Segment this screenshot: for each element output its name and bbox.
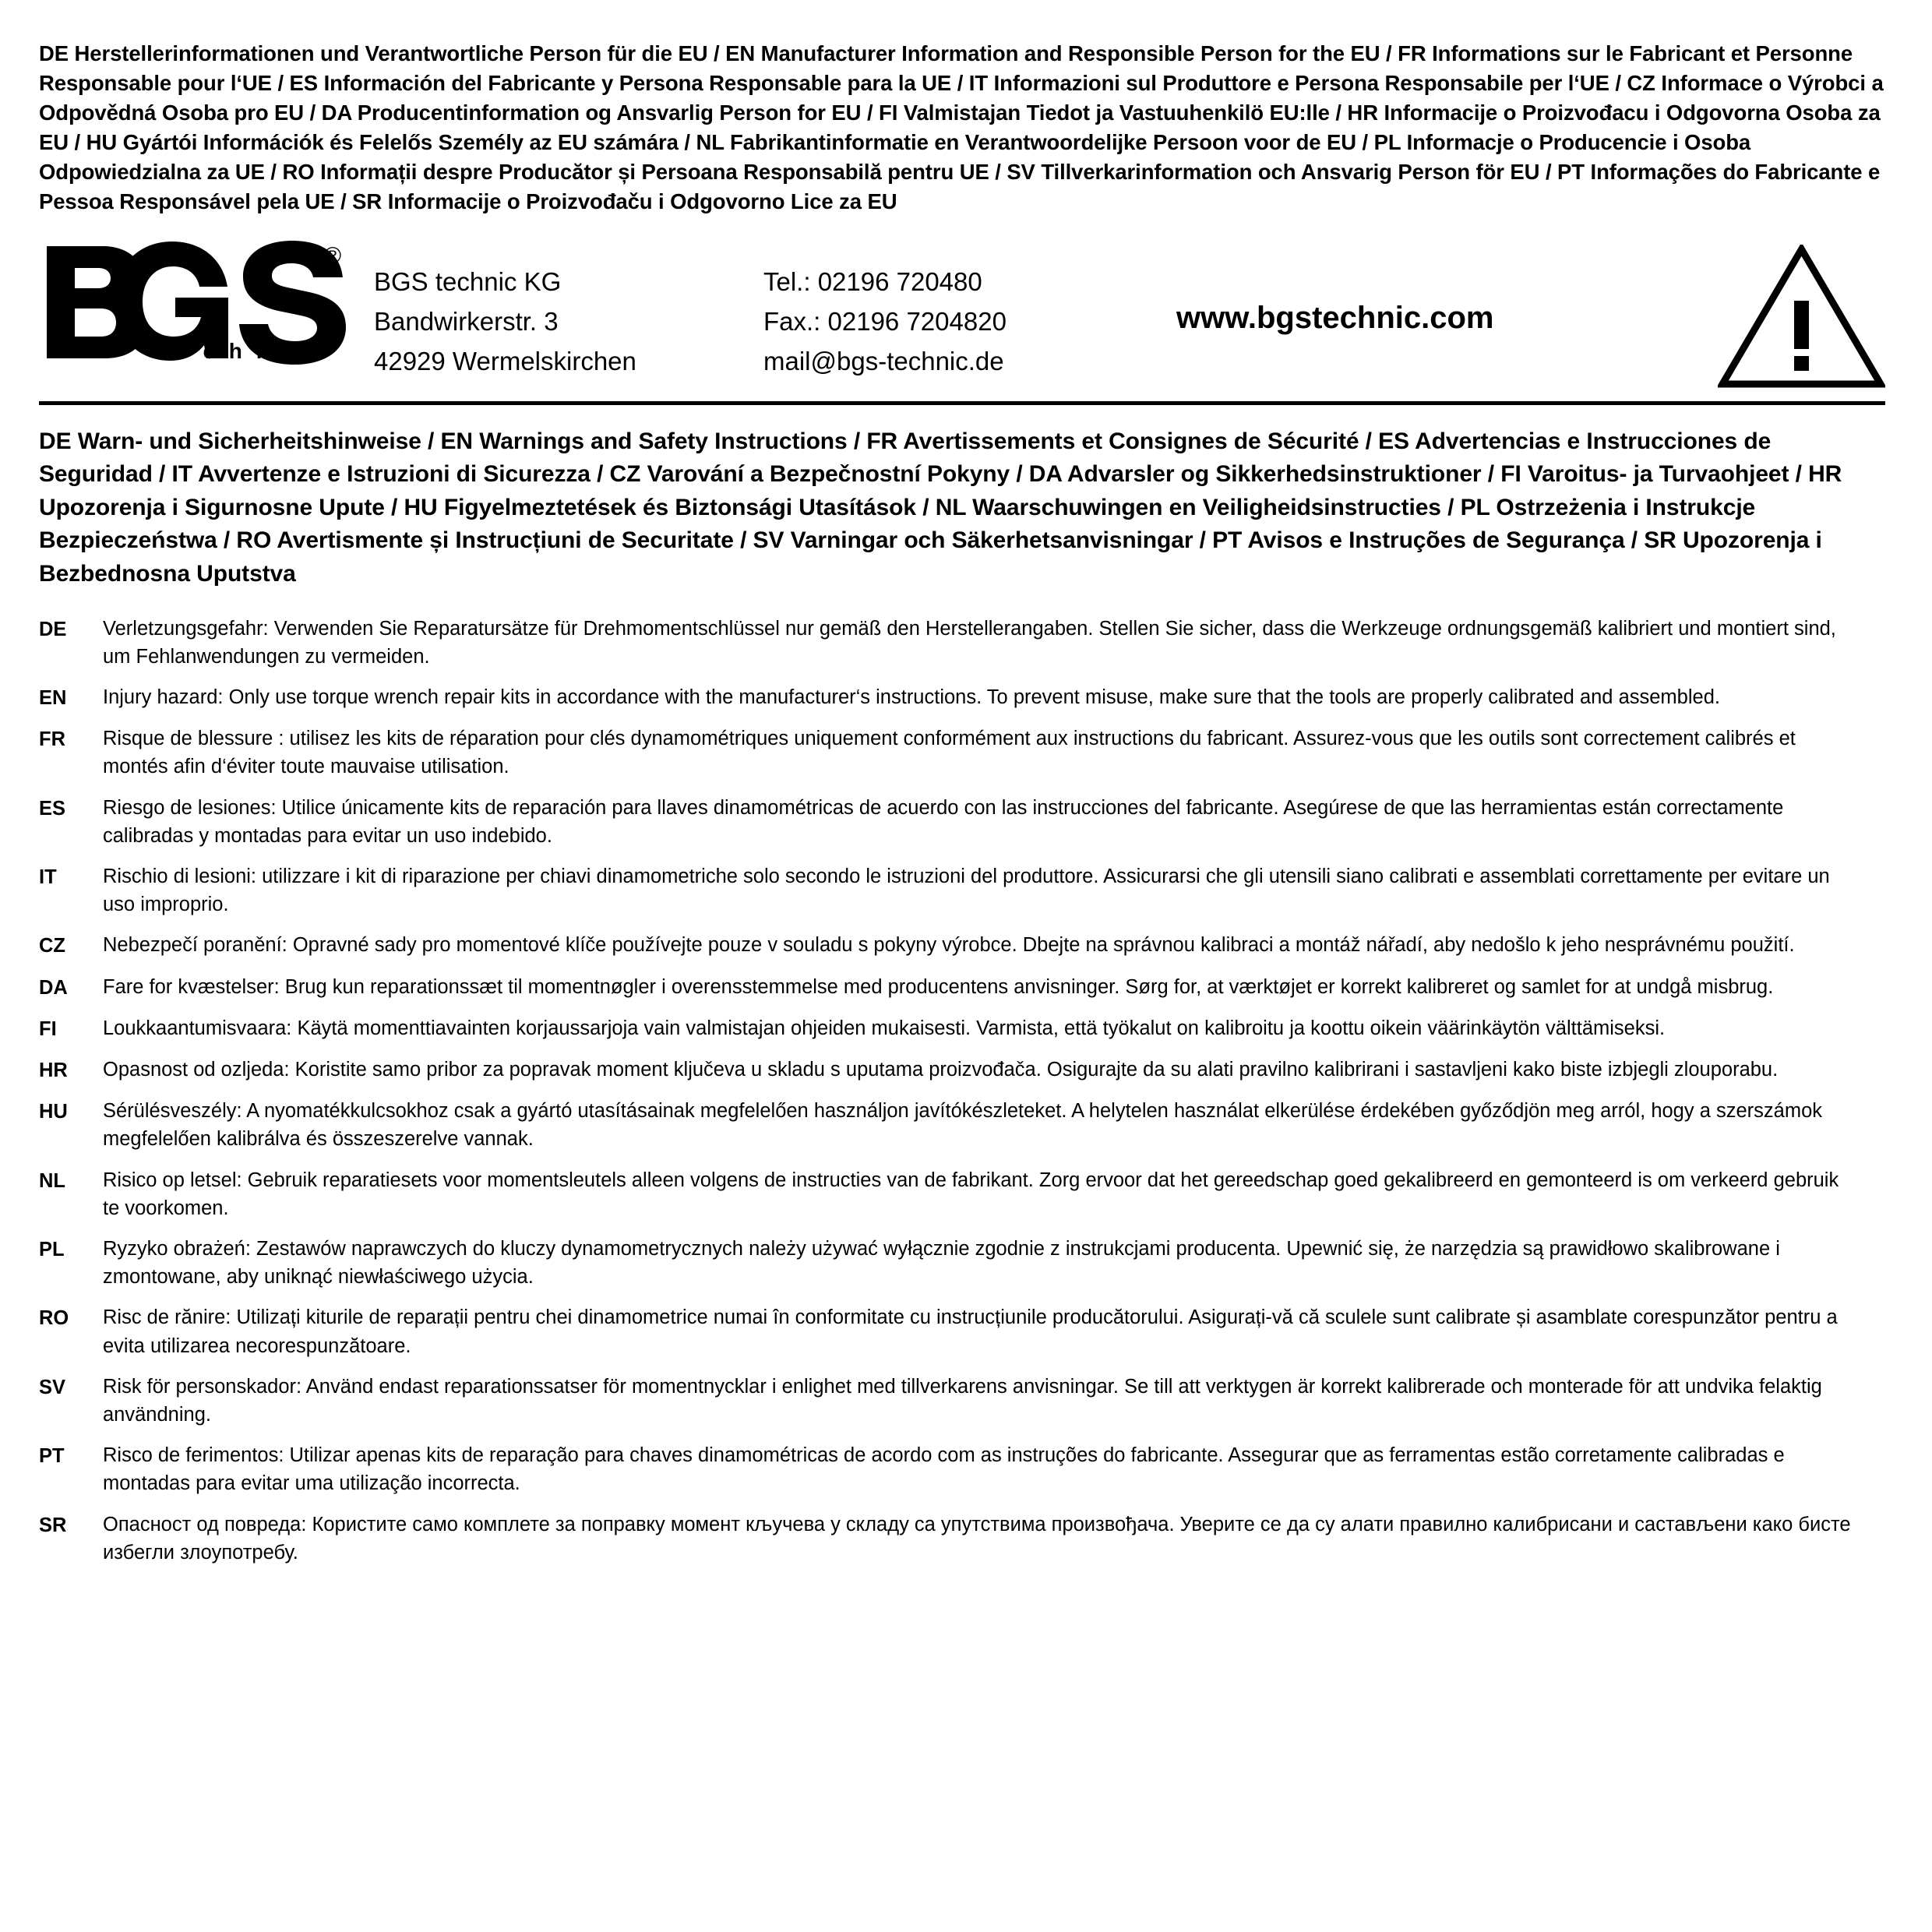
list-item [39,615,1885,671]
language-code: ES [39,797,66,820]
list-item [39,794,1885,850]
language-code: CZ [39,935,65,957]
instruction-text: Nebezpečí poranění: Opravné sady pro momentové klíče používejte pouze v souladu s pokyny výrobce. Dbejte na správnou kalibraci a montáž nářadí, aby nedošlo k jeho nesprávnému použití. [103,934,1795,957]
bgs-logo [39,231,374,365]
instructions-list [39,615,1885,1567]
language-code: SV [39,1376,66,1398]
language-code: DA [39,976,68,999]
language-code: HR [39,1059,68,1082]
language-code: PT [39,1445,65,1468]
company-street: Bandwirkerstr. 3 [374,306,559,336]
instruction-text: Risco de ferimentos: Utilizar apenas kits de reparação para chaves dinamométricas de acordo com as instruções do fabricante. Assegurar que as ferramentas estão corretamente calibradas e montadas para evitar uma utilização incorrecta. [103,1444,1785,1495]
language-code: DE [39,618,67,640]
language-code: NL [39,1169,65,1192]
instruction-text: Fare for kvæstelser: Brug kun reparationssæt til momentnøgler i overensstemmelse med producentens anvisninger. Sørg for, at værktøjet er korrekt kalibreret og samlet for at undgå misbrug. [103,975,1774,998]
list-item [39,724,1885,781]
company-address [374,231,763,381]
language-code: FI [39,1017,57,1040]
list-item [39,862,1885,918]
company-city: 42929 Wermelskirchen [374,346,636,375]
instruction-text: Risico op letsel: Gebruik reparatiesets voor momentsleutels alleen volgens de instructies van de fabrikant. Zorg ervoor dat het gereedschap goed gekalibreerd en gemonteerd is om verkeerd gebruik te voorkomen. [103,1169,1839,1219]
language-code: FR [39,728,65,751]
instruction-text: Riesgo de lesiones: Utilice únicamente kits de reparación para llaves dinamométricas de acuerdo con las instrucciones del fabricante. Asegúrese de que las herramientas están correctamente calibradas y montadas para evitar un uso indebido. [103,796,1784,847]
svg-text:®: ® [324,242,342,269]
instruction-text: Risk för personskador: Använd endast reparationssatser för momentnycklar i enlighet med tillverkarens anvisningar. Se till att verktygen är korrekt kalibrerade och monterade för att undvika felaktig användning. [103,1375,1822,1426]
company-info-band [39,231,1885,405]
language-code: EN [39,687,67,709]
list-item [39,1373,1885,1429]
instruction-text: Sérülésveszély: A nyomatékkulcsokhoz csak a gyártó utasításainak megfelelően használjon javítókészleteket. A helytelen használat elkerülése érdekében győződjön meg arról, hogy a szerszámok megfelelően kalibrálva és összeszerelve vannak. [103,1100,1822,1151]
company-contact [763,231,1161,381]
list-item [39,1235,1885,1291]
list-item [39,1511,1885,1567]
list-item [39,1097,1885,1153]
svg-text:t e c h n i c: t e c h n i c [156,338,319,363]
instruction-text: Ryzyko obrażeń: Zestawów naprawczych do kluczy dynamometrycznych należy używać wyłącznie zgodnie z instrukcjami producenta. Upewnić się, że narzędzia są prawidłowo skalibrowane i zmontowane, aby uniknąć niewłaściwego użycia. [103,1238,1780,1289]
language-code: IT [39,866,57,889]
company-email: mail@bgs-technic.de [763,346,1004,375]
list-item [39,931,1885,960]
language-code: SR [39,1514,67,1536]
instruction-text: Risque de blessure : utilisez les kits de réparation pour clés dynamométriques uniquement conformément aux instructions du fabricant. Assurez-vous que les outils sont correctement calibrés et montés afin d‘éviter toute mauvaise utilisation. [103,728,1796,778]
company-name: BGS technic KG [374,266,562,296]
language-code: PL [39,1239,65,1261]
instruction-text: Loukkaantumisvaara: Käytä momenttiavainten korjaussarjoja vain valmistajan ohjeiden mukaisesti. Varmista, että työkalut on kalibroitu ja koottu oikein väärinkäytön välttämiseksi. [103,1017,1666,1039]
instruction-text: Verletzungsgefahr: Verwenden Sie Reparatursätze für Drehmomentschlüssel nur gemäß den Herstellerangaben. Stellen Sie sicher, dass die Werkzeuge ordnungsgemäß kalibriert und montiert sind, um Fehlanwendungen zu vermeiden. [103,617,1836,668]
list-item [39,1166,1885,1222]
instruction-text: Risc de rănire: Utilizați kiturile de reparații pentru chei dinamometrice numai în conformitate cu instrucțiunile producătorului. Asigurați-vă că sculele sunt calibrate și asamblate corespunzător pentru a evita utilizarea necorespunzătoare. [103,1306,1838,1357]
instruction-text: Rischio di lesioni: utilizzare i kit di riparazione per chiavi dinamometriche solo secondo le istruzioni del produttore. Assicurarsi che gli utensili siano calibrati e assemblati correttamente per evitare un uso improprio. [103,866,1830,916]
instruction-text: Injury hazard: Only use torque wrench repair kits in accordance with the manufacturer‘s instructions. To prevent misuse, make sure that the tools are properly calibrated and assembled. [103,686,1720,708]
list-item [39,683,1885,712]
list-item [39,973,1885,1002]
language-code: RO [39,1307,69,1330]
list-item [39,1014,1885,1043]
company-fax: Fax.: 02196 7204820 [763,306,1007,336]
list-item [39,1056,1885,1084]
company-tel: Tel.: 02196 720480 [763,266,982,296]
list-item [39,1303,1885,1359]
language-code: HU [39,1101,68,1123]
company-website: www.bgstechnic.com [1176,300,1494,335]
instruction-text: Opasnost od ozljeda: Koristite samo pribor za popravak moment ključeva u skladu s uputama proizvođača. Osigurajte da su alati pravilno kalibrirani i sastavljeni kako biste izbjegli zlouporabu. [103,1059,1779,1081]
warnings-title: DE Warn- und Sicherheitshinweise / EN Warnings and Safety Instructions / FR Avertissements et Consignes de Sécurité / ES Advertencias e Instrucciones de Seguridad / IT Avvertenze e Istruzioni di Sicurezza / CZ Varování a Bezpečnostní Pokyny / DA Advarsler og Sikkerhedsinstruktioner / FI Varoitus- ja Turvaohjeet / HR Upozorenja i Sigurnosne Upute / HU Figyelmeztetések és Biztonsági Utasítások / NL Waarschuwingen en Veiligheidsinstructies / PL Ostrzeżenia i Instrukcje Bezpieczeństwa / RO Avertismente și Instrucțiuni de Securitate / SV Varningar och Säkerhetsanvisningar / PT Avisos e Instruções de Segurança / SR Upozorenja i Bezbednosna Uputstva [39,428,1842,587]
list-item [39,1441,1885,1497]
instruction-text: Опасност од повреда: Користите само комплете за поправку момент кључева у складу са упутствима произвођача. Уверите се да су алати правилно калибрисани и састављени како бисте избегли злоупотребу. [103,1513,1851,1564]
warning-triangle-icon [1706,231,1885,389]
manufacturer-info-heading: DE Herstellerinformationen und Verantwortliche Person für die EU / EN Manufacturer Information and Responsible Person for the EU / FR Informations sur le Fabricant et Personne Responsable pour l‘UE / ES Información del Fabricante y Persona Responsable para la UE / IT Informazioni sul Produttore e Persona Responsabile per l‘UE / CZ Informace o Výrobci a Odpovědná Osoba pro EU / DA Producentinformation og Ansvarlig Person for EU / FI Valmistajan Tiedot ja Vastuuhenkilö EU:lle / HR Informacije o Proizvođacu i Odgovorna Osoba za EU / HU Gyártói Információk és Felelős Személy az EU számára / NL Fabrikantinformatie en Verantwoordelijke Persoon voor de EU / PL Informacje o Producencie i Osoba Odpowiedzialna za UE / RO Informații despre Producător și Persoana Responsabilă pentru UE / SV Tillverkarinformation och Ansvarig Person för EU / PT Informações do Fabricante e Pessoa Responsável pela UE / SR Informacije o Proizvođaču i Odgovorno Lice za EU [39,41,1884,213]
